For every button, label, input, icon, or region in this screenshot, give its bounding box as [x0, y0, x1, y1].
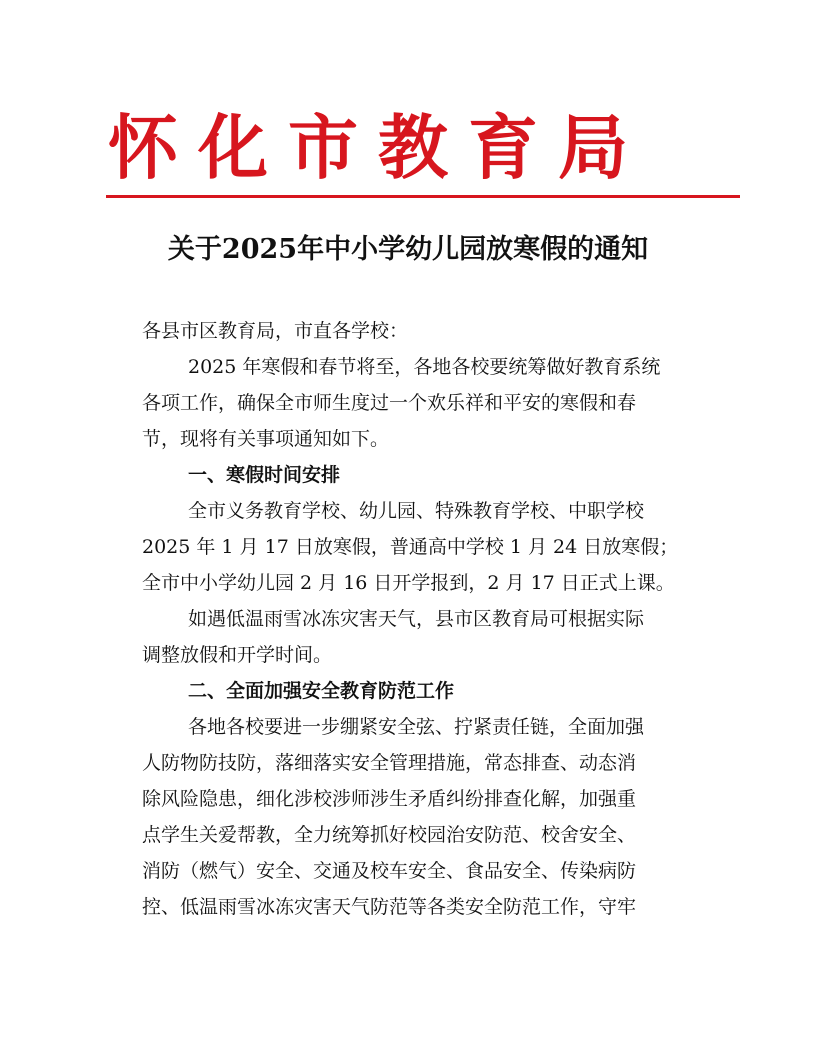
paragraph-line: 控、低温雨雪冰冻灾害天气防范等各类安全防范工作，守牢 [142, 896, 637, 918]
paragraph-line: 除风险隐患，细化涉校涉师涉生矛盾纠纷排查化解，加强重 [142, 788, 637, 810]
paragraph-line: 调整放假和开学时间。 [142, 644, 333, 666]
paragraph-line: 全市义务教育学校、幼儿园、特殊教育学校、中职学校 [188, 500, 645, 522]
paragraph-line: 点学生关爱帮教，全力统筹抓好校园治安防范、校舍安全、 [142, 824, 637, 846]
paragraph-line: 全市中小学幼儿园 2 月 16 日开学报到，2 月 17 日正式上课。 [142, 572, 675, 594]
section-heading-2: 二、全面加强安全教育防范工作 [188, 680, 455, 702]
paragraph-line: 各地各校要进一步绷紧安全弦、拧紧责任链，全面加强 [188, 716, 645, 738]
paragraph-line: 如遇低温雨雪冰冻灾害天气，县市区教育局可根据实际 [188, 608, 645, 630]
paragraph-line: 2025 年 1 月 17 日放寒假，普通高中学校 1 月 24 日放寒假； [142, 536, 679, 558]
document-title: 关于2025年中小学幼儿园放寒假的通知 [167, 234, 649, 265]
section-heading-1: 一、寒假时间安排 [188, 464, 341, 486]
red-divider-line [106, 195, 740, 198]
intro-line: 各项工作，确保全市师生度过一个欢乐祥和平安的寒假和春 [142, 392, 637, 414]
intro-line: 节，现将有关事项通知如下。 [142, 428, 390, 450]
document-body [142, 313, 712, 925]
intro-line: 2025 年寒假和春节将至，各地各校要统筹做好教育系统 [188, 356, 661, 378]
paragraph-line: 人防物防技防，落细落实安全管理措施，常态排查、动态消 [142, 752, 637, 774]
paragraph-line: 消防（燃气）安全、交通及校车安全、食品安全、传染病防 [142, 860, 637, 882]
masthead-title: 怀化市教育局 [108, 106, 648, 189]
salutation: 各县市区教育局，市直各学校： [142, 320, 409, 342]
